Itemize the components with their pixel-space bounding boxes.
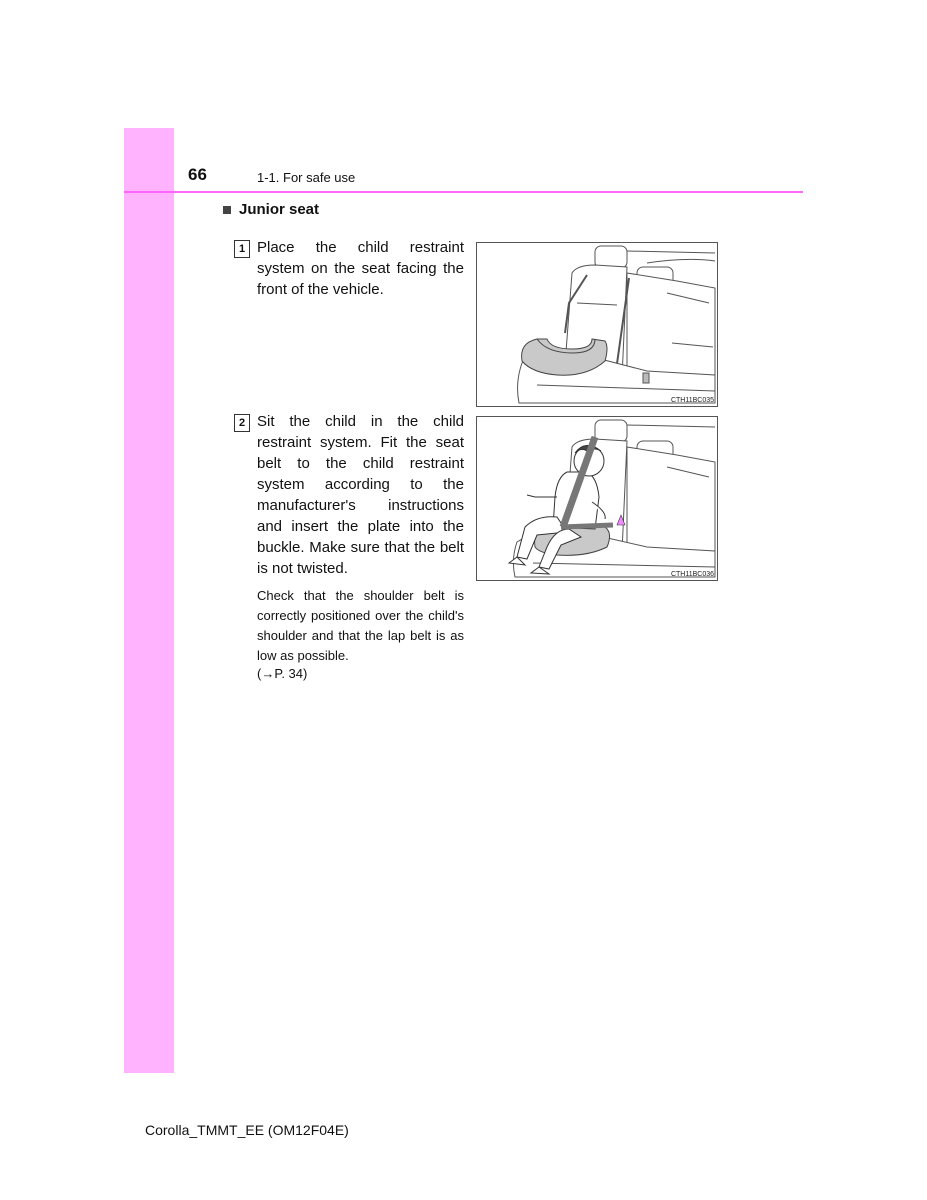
junior-seat-illustration: [477, 243, 717, 406]
figure-child-in-junior-seat: [476, 416, 718, 581]
figure-junior-seat-placement: [476, 242, 718, 407]
step-2-number: 2: [234, 414, 250, 432]
header-rule: [124, 191, 803, 193]
page-reference-link[interactable]: (→P. 34): [257, 666, 308, 681]
child-seated-illustration: [477, 417, 717, 580]
section-heading-text: Junior seat: [239, 201, 320, 218]
step-2-text: Sit the child in the child restraint system. Fit the seat belt to the child restraint system according to the manufacturer's instructions and insert the plate into the buckle. Make sure that the belt is not twisted.: [257, 413, 464, 577]
section-heading: [223, 201, 319, 218]
chapter-side-tab: [124, 128, 174, 1073]
step-1-text: Place the child restraint system on the seat facing the front of the vehicle.: [257, 239, 464, 298]
step-2-note: Check that the shoulder belt is correctly positioned over the child's shoulder and that the lap belt is as low as possible.: [257, 588, 464, 663]
figure-code: CTH11BC035: [670, 397, 714, 404]
square-bullet-icon: [223, 206, 231, 214]
page-number: 66: [188, 165, 207, 184]
figure-code: CTH11BC036: [670, 571, 714, 578]
footer-document-id: Corolla_TMMT_EE (OM12F04E): [145, 1122, 349, 1138]
section-title: 1-1. For safe use: [257, 170, 356, 185]
step-1-number: 1: [234, 240, 250, 258]
